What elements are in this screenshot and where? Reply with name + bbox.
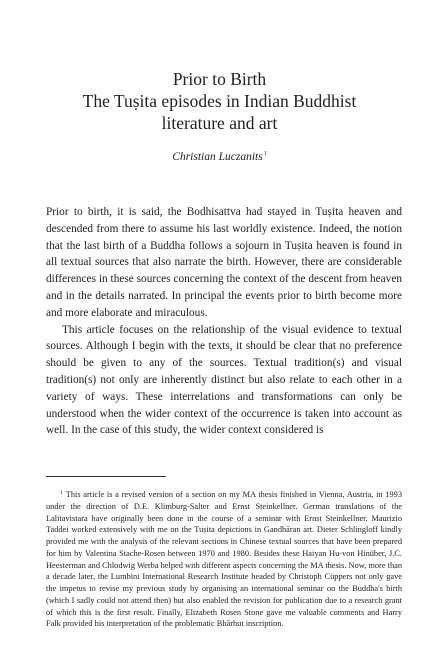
footnote-1	[46, 488, 402, 630]
title-line-1: Prior to Birth	[172, 69, 267, 89]
author-name: Christian Luczanits	[172, 151, 263, 163]
footnote-marker: 1	[60, 490, 63, 496]
article-body	[46, 204, 402, 439]
body-paragraph-1: Prior to birth, it is said, the Bodhisattva had stayed in Tuṣita heaven and descended from there to assume his last worldly existence. Indeed, the notion that the last birth of a Buddha follows a sojourn in Tuṣita heaven is found in all textual sources that also narrate the birth. However, there are considerable differences in these sources concerning the context of the descent from heaven and in the details narrated. In principal the events prior to birth become more and more elaborate and miraculous.	[46, 206, 402, 319]
body-paragraph-2: This article focuses on the relationship of the visual evidence to textual sources. Although I begin with the texts, it should be clear that no preference should be given to any of the sources. Textual tradition(s) and visual tradition(s) not only are inherently distinct but also relate to each other in a variety of ways. These interrelations and transformations can only be understood when the wider context of the occurrence is taken into account as well. In the case of this study, the wider context considered is	[46, 323, 402, 437]
title-line-3: literature and art	[161, 113, 278, 133]
author-line	[40, 147, 399, 164]
title-line-2: The Tuṣita episodes in Indian Buddhist	[82, 91, 357, 111]
article-title	[40, 68, 399, 134]
footnote-text: This article is a revised version of a section on my MA thesis finished in Vienna, Austria, in 1993 under the direction of D.E. Klimburg-Salter and Ernst Steinkellner. German translations of the Lalitavistara have originally been done in the course of a seminar with Ernst Steinkellner. Maurizio Taddei worked extensively with me on the Tuṣita depictions in Gandhāran art. Dieter Schlingloff kindly provided me with the analysis of the relevant sections in Chinese textual sources that have been prepared for him by Valentina Stache-Rosen between 1970 and 1980. Besides these Haiyan Hu-von Hinüber, J.C. Heesterman and Chlodwig Werba helped with different aspects concerning the MA thesis. Now, more than a decade later, the Lumbini International Research Institute headed by Christoph Cüppers not only gave the impetus to revise my previous study by organising an international seminar on the Buddha's birth (which I sadly could not attend then) but also enabled the revision for publication due to a research grant of which this is the first result. Finally, Elizabeth Rosen Stone gave me valuable comments and Harry Falk provided his interpretation of the problematic Bhārhut inscription.	[46, 490, 402, 629]
footnote-separator	[46, 476, 166, 477]
author-footnote-marker[interactable]: 1	[263, 151, 267, 157]
